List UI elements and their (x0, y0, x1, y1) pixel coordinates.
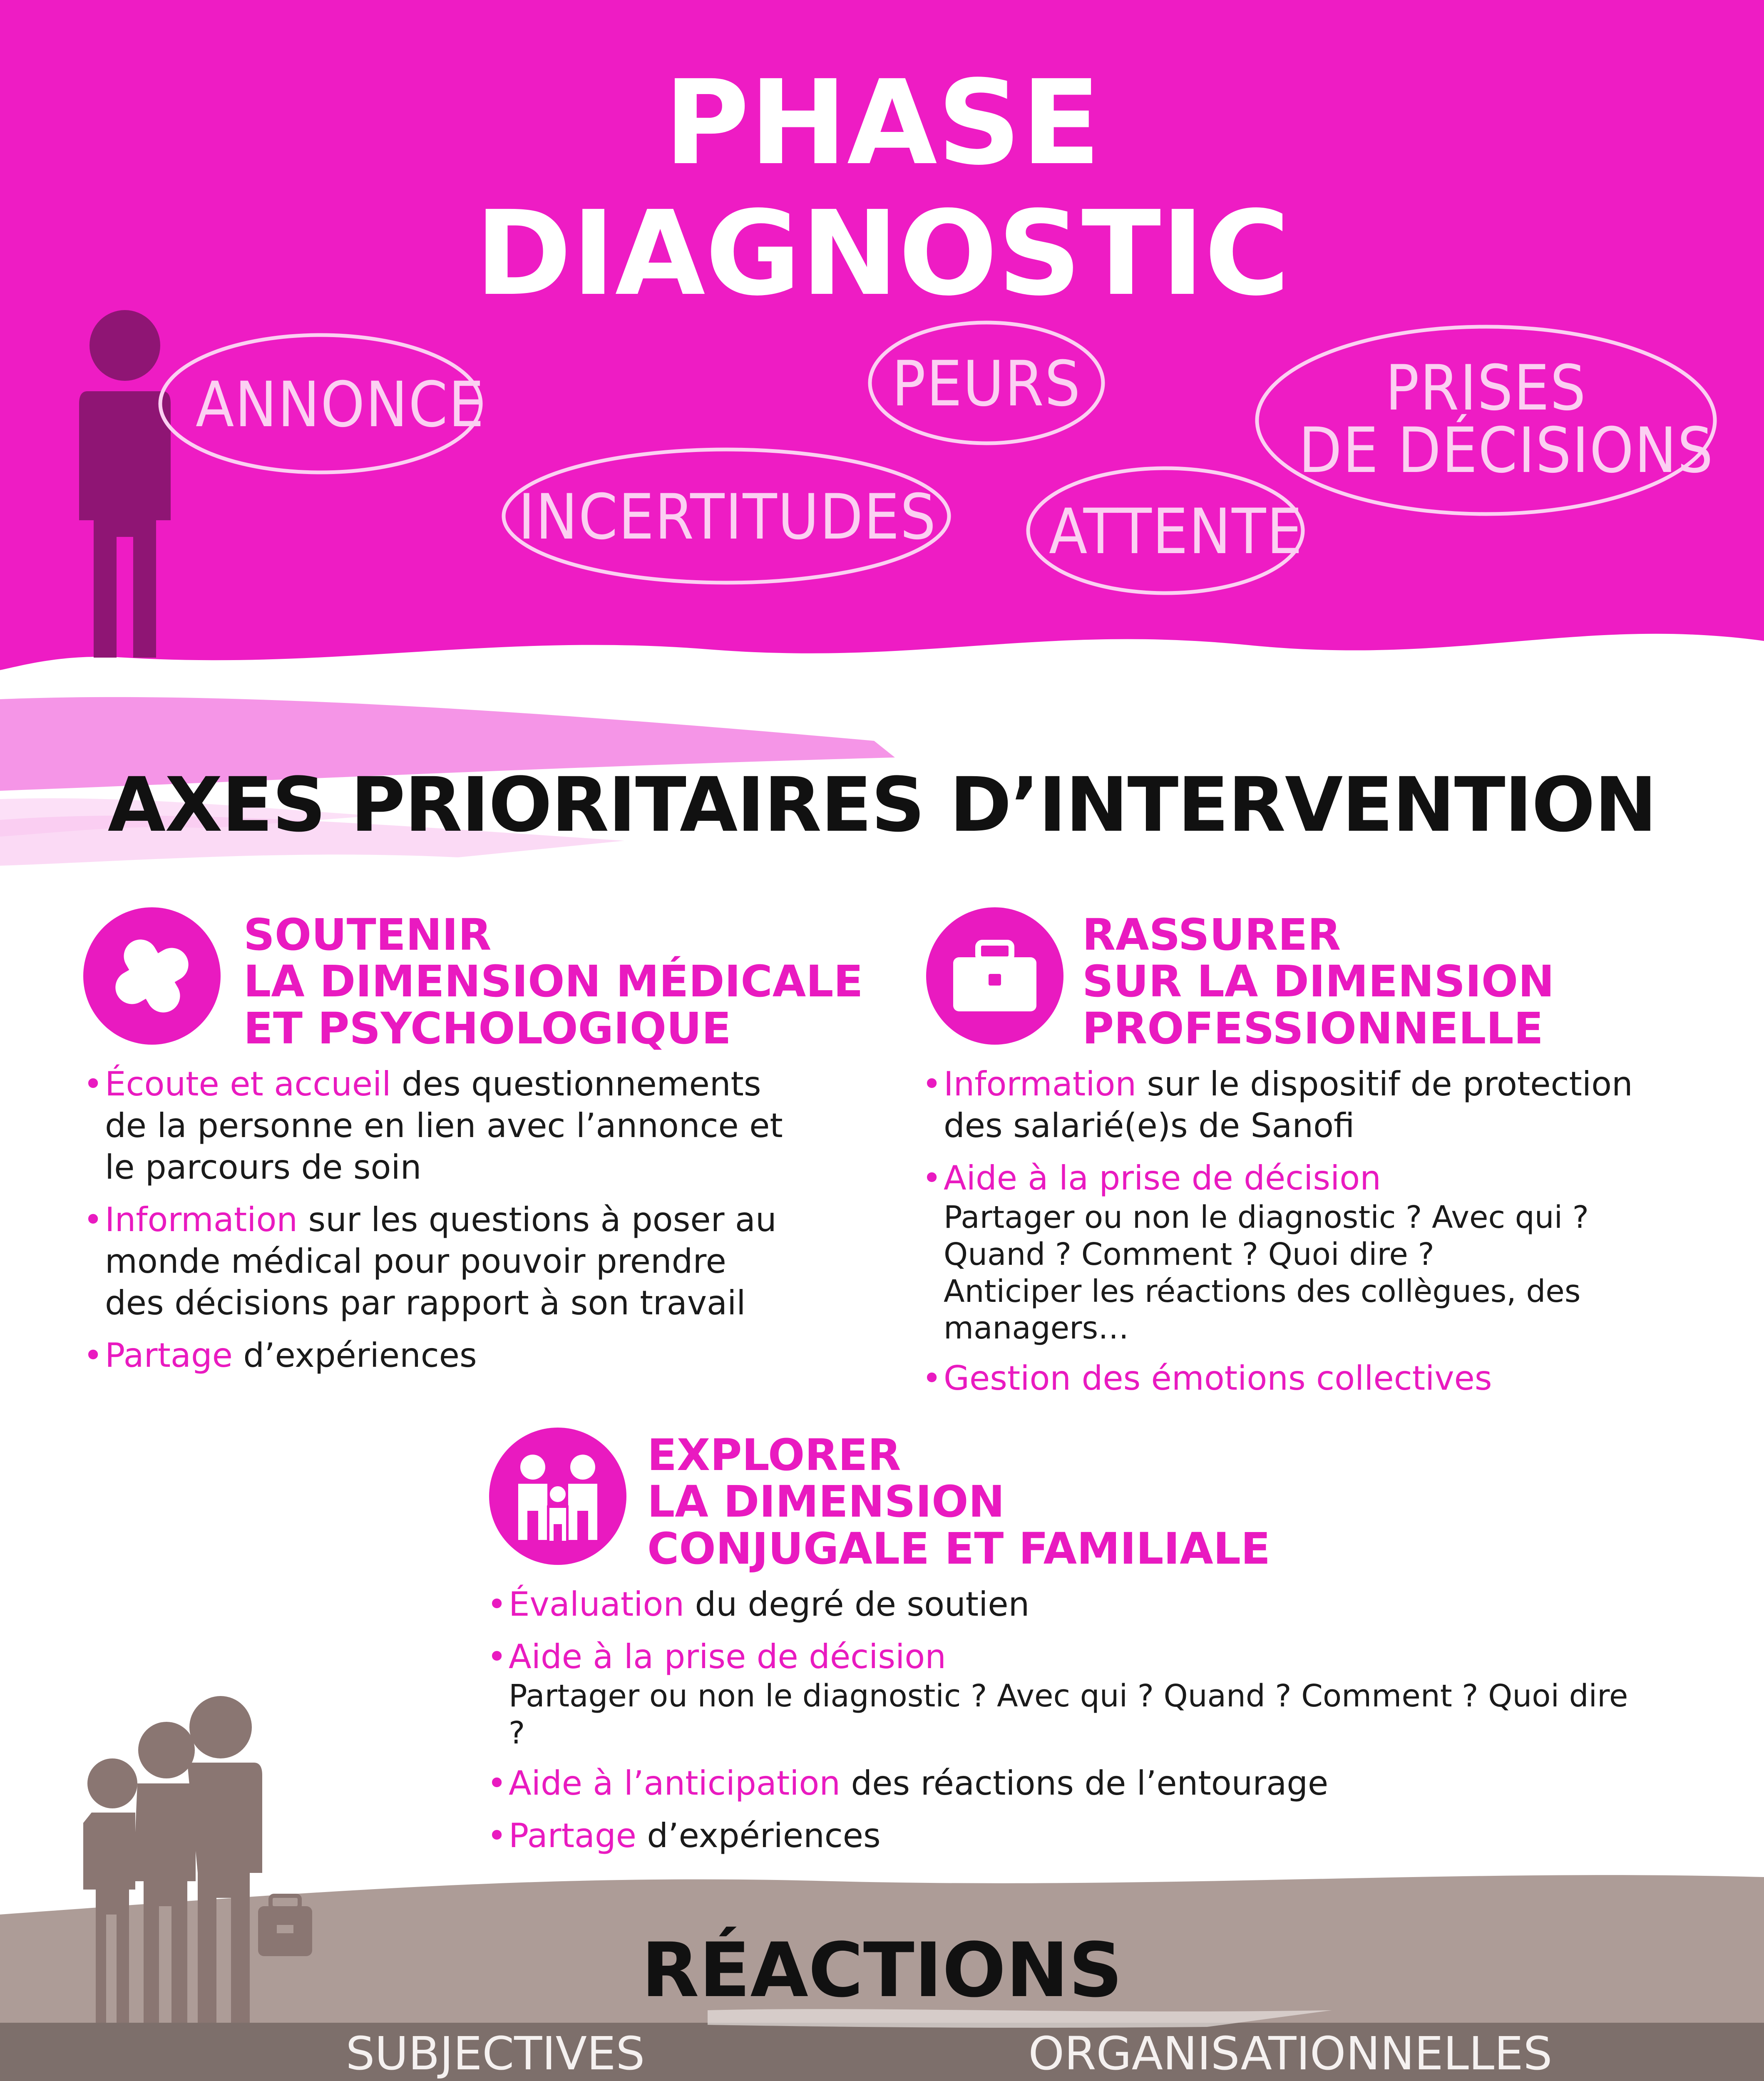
explorer-list (487, 1584, 1652, 1867)
axes-heading: AXES PRIORITAIRES D’INTERVENTION (107, 762, 1657, 849)
rassurer-title-line-1: RASSURER (1082, 909, 1341, 960)
word-peurs: PEURS (892, 348, 1081, 420)
title-line-2: DIAGNOSTIC (475, 186, 1290, 322)
list-item: • Partage d’expériences (487, 1815, 1652, 1857)
explorer-title-line-2: LA DIMENSION (647, 1476, 1005, 1527)
word-incertitudes: INCERTITUDES (518, 481, 937, 554)
list-item: • Gestion des émotions collectives (922, 1358, 1671, 1399)
list-item: • Évaluation du degré de soutien (487, 1584, 1652, 1625)
soutenir-title (243, 911, 868, 1052)
explorer-title-line-3: CONJUGALE ET FAMILIALE (647, 1523, 1271, 1574)
medical-plaster-icon (83, 907, 221, 1045)
word-prises-line-2: DE DÉCISIONS (1299, 415, 1714, 487)
reactions-col-subjectives: SUBJECTIVES (345, 2027, 645, 2080)
soutenir-title-line-2: LA DIMENSION MÉDICALE (243, 956, 863, 1007)
list-item: • Information sur les questions à poser au monde médical pour pouvoir prendre des décisions par rapport à son travail (83, 1199, 791, 1324)
rassurer-title-line-2: SUR LA DIMENSION (1082, 956, 1555, 1007)
word-prises-line-1: PRISES (1385, 352, 1587, 425)
list-item: • Aide à la prise de décision Partager ou non le diagnostic ? Avec qui ? Quand ? Comment ? Quoi dire ? Anticiper les réactions des collègues, des managers… (922, 1157, 1671, 1347)
list-item: • Écoute et accueil des questionnements de la personne en lien avec l’annonce et le parcours de soin (83, 1063, 791, 1188)
soutenir-list (83, 1063, 791, 1387)
word-annonce: ANNONCE (196, 369, 485, 441)
reactions-heading: RÉACTIONS (641, 1927, 1123, 2014)
briefcase-icon (926, 907, 1063, 1045)
family-icon (489, 1428, 626, 1565)
explorer-title (647, 1432, 1396, 1572)
list-item: • Information sur le dispositif de protection des salarié(e)s de Sanofi (922, 1063, 1671, 1147)
list-item: • Aide à l’anticipation des réactions de l’entourage (487, 1763, 1652, 1804)
rassurer-title (1082, 911, 1707, 1052)
soutenir-title-line-1: SOUTENIR (243, 909, 492, 960)
title-line-1: PHASE (664, 55, 1101, 191)
rassurer-title-line-3: PROFESSIONNELLE (1082, 1003, 1543, 1054)
reactions-col-organisationnelles: ORGANISATIONNELLES (1028, 2027, 1553, 2080)
rassurer-list (922, 1063, 1671, 1410)
list-item: • Partage d’expériences (83, 1335, 791, 1376)
word-attente: ATTENTE (1049, 496, 1303, 568)
explorer-title-line-1: EXPLORER (647, 1430, 901, 1480)
list-item: • Aide à la prise de décision Partager ou non le diagnostic ? Avec qui ? Quand ? Comment ? Quoi dire ? (487, 1636, 1652, 1752)
soutenir-title-line-3: ET PSYCHOLOGIQUE (243, 1003, 731, 1054)
